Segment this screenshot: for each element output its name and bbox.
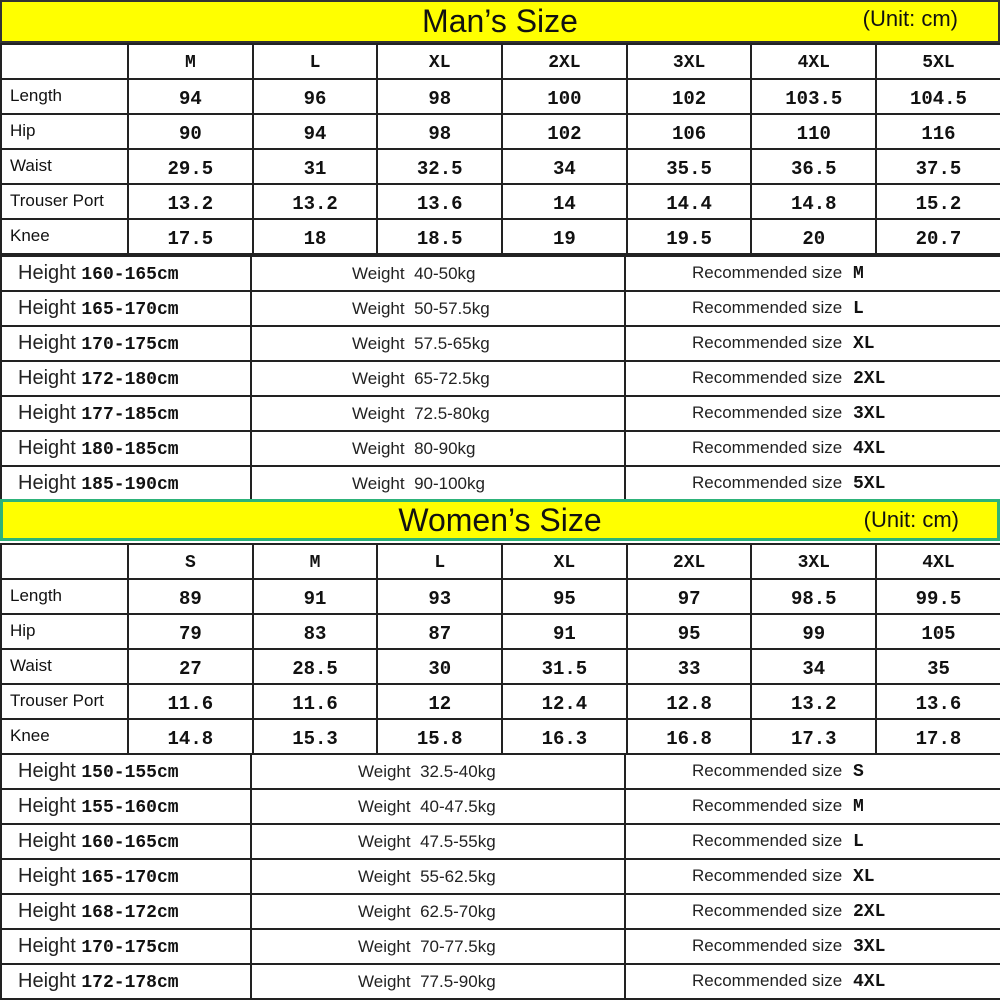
recommended-size-cell (625, 789, 1000, 824)
table-cell: 91 (502, 614, 627, 649)
height-value: 172-180cm (81, 370, 179, 390)
weight-label: Weight (358, 936, 411, 956)
table-cell: 27 (128, 649, 253, 684)
table-cell: 19.5 (627, 219, 752, 254)
table-cell: 116 (876, 114, 1000, 149)
height-value: 160-165cm (81, 265, 179, 285)
table-row (1, 184, 1000, 219)
recommended-size-cell (625, 396, 1000, 431)
recommended-size: M (852, 264, 864, 284)
height-cell (1, 894, 251, 929)
weight-cell (251, 466, 625, 501)
table-cell: 103.5 (751, 79, 876, 114)
row-label: Trouser Port (1, 184, 128, 219)
table-row (1, 929, 1000, 964)
women-recommendation-table (0, 753, 1000, 1000)
height-cell (1, 466, 251, 501)
height-label: Height (18, 935, 76, 957)
table-cell: 15.8 (377, 719, 502, 754)
weight-value: 55-62.5kg (420, 866, 496, 886)
table-cell: 36.5 (751, 149, 876, 184)
weight-cell (251, 326, 625, 361)
size-header: 4XL (751, 44, 876, 79)
row-label: Hip (1, 114, 128, 149)
recommended-size-cell (625, 291, 1000, 326)
recommended-label: Recommended size (692, 368, 843, 387)
table-row (1, 79, 1000, 114)
size-header: L (253, 44, 378, 79)
height-label: Height (18, 900, 76, 922)
table-row (1, 326, 1000, 361)
table-cell: 34 (751, 649, 876, 684)
size-header: XL (377, 44, 502, 79)
height-value: 168-172cm (81, 903, 179, 923)
recommended-size-cell (625, 361, 1000, 396)
weight-value: 65-72.5kg (414, 368, 490, 388)
weight-label: Weight (358, 866, 411, 886)
height-value: 150-155cm (81, 763, 179, 783)
men-title: Man’s Size (422, 3, 578, 39)
women-size-header-row (1, 544, 1000, 579)
table-cell: 11.6 (128, 684, 253, 719)
table-row (1, 684, 1000, 719)
table-row (1, 291, 1000, 326)
table-cell: 18 (253, 219, 378, 254)
height-cell (1, 431, 251, 466)
height-label: Height (18, 402, 76, 424)
weight-label: Weight (358, 971, 411, 991)
weight-value: 70-77.5kg (420, 936, 496, 956)
weight-label: Weight (352, 368, 405, 388)
recommended-size-cell (625, 431, 1000, 466)
table-cell: 31.5 (502, 649, 627, 684)
table-row (1, 789, 1000, 824)
recommended-size-cell (625, 859, 1000, 894)
size-header: 5XL (876, 44, 1000, 79)
women-size-section (0, 497, 1000, 1000)
recommended-label: Recommended size (692, 473, 843, 492)
height-cell (1, 824, 251, 859)
size-header: M (128, 44, 253, 79)
weight-value: 77.5-90kg (420, 971, 496, 991)
height-cell (1, 326, 251, 361)
table-cell: 17.3 (751, 719, 876, 754)
row-label: Waist (1, 649, 128, 684)
table-row (1, 466, 1000, 501)
table-row (1, 614, 1000, 649)
corner-cell (1, 44, 128, 79)
height-value: 172-178cm (81, 973, 179, 993)
weight-value: 50-57.5kg (414, 298, 490, 318)
height-value: 170-175cm (81, 938, 179, 958)
table-cell: 96 (253, 79, 378, 114)
men-unit-label: (Unit: cm) (862, 6, 958, 31)
height-cell (1, 256, 251, 291)
men-size-header-row (1, 44, 1000, 79)
table-cell: 15.3 (253, 719, 378, 754)
height-cell (1, 361, 251, 396)
height-label: Height (18, 760, 76, 782)
height-cell (1, 291, 251, 326)
table-cell: 32.5 (377, 149, 502, 184)
row-label: Waist (1, 149, 128, 184)
weight-label: Weight (358, 831, 411, 851)
height-value: 180-185cm (81, 440, 179, 460)
recommended-size: 3XL (852, 937, 886, 957)
recommended-size: 4XL (852, 439, 886, 459)
row-label: Knee (1, 719, 128, 754)
weight-cell (251, 859, 625, 894)
table-cell: 102 (627, 79, 752, 114)
recommended-size-cell (625, 964, 1000, 999)
table-row (1, 719, 1000, 754)
size-header: 2XL (502, 44, 627, 79)
height-label: Height (18, 865, 76, 887)
height-label: Height (18, 830, 76, 852)
recommended-size-cell (625, 894, 1000, 929)
weight-value: 32.5-40kg (420, 761, 496, 781)
height-label: Height (18, 970, 76, 992)
table-row (1, 396, 1000, 431)
height-label: Height (18, 795, 76, 817)
recommended-size-cell (625, 754, 1000, 789)
recommended-label: Recommended size (692, 971, 843, 990)
size-header: XL (502, 544, 627, 579)
weight-cell (251, 964, 625, 999)
height-label: Height (18, 472, 76, 494)
height-label: Height (18, 437, 76, 459)
row-label: Length (1, 579, 128, 614)
women-title-bar (0, 499, 1000, 541)
men-size-section (0, 0, 1000, 497)
weight-cell (251, 789, 625, 824)
height-value: 185-190cm (81, 475, 179, 495)
table-row (1, 649, 1000, 684)
weight-value: 90-100kg (414, 473, 485, 493)
weight-label: Weight (358, 796, 411, 816)
recommended-label: Recommended size (692, 866, 843, 885)
table-cell: 12.8 (627, 684, 752, 719)
recommended-size: 5XL (852, 474, 886, 494)
recommended-label: Recommended size (692, 263, 843, 282)
weight-label: Weight (352, 298, 405, 318)
weight-label: Weight (352, 403, 405, 423)
table-cell: 89 (128, 579, 253, 614)
table-cell: 17.5 (128, 219, 253, 254)
recommended-size: 4XL (852, 972, 886, 992)
size-header: 4XL (876, 544, 1000, 579)
table-cell: 98.5 (751, 579, 876, 614)
weight-cell (251, 291, 625, 326)
table-cell: 16.8 (627, 719, 752, 754)
size-header: M (253, 544, 378, 579)
table-cell: 98 (377, 114, 502, 149)
men-title-bar (0, 0, 1000, 43)
recommended-label: Recommended size (692, 796, 843, 815)
women-title: Women’s Size (398, 501, 602, 538)
table-cell: 14.8 (751, 184, 876, 219)
height-label: Height (18, 262, 76, 284)
table-row (1, 859, 1000, 894)
table-cell: 83 (253, 614, 378, 649)
size-header: L (377, 544, 502, 579)
table-cell: 95 (502, 579, 627, 614)
recommended-size: 3XL (852, 404, 886, 424)
table-cell: 28.5 (253, 649, 378, 684)
table-cell: 29.5 (128, 149, 253, 184)
weight-label: Weight (358, 761, 411, 781)
recommended-size-cell (625, 824, 1000, 859)
height-cell (1, 964, 251, 999)
table-cell: 106 (627, 114, 752, 149)
table-cell: 34 (502, 149, 627, 184)
recommended-size: 2XL (852, 902, 886, 922)
table-row (1, 431, 1000, 466)
table-cell: 94 (128, 79, 253, 114)
weight-value: 40-47.5kg (420, 796, 496, 816)
recommended-size-cell (625, 326, 1000, 361)
weight-cell (251, 256, 625, 291)
height-label: Height (18, 367, 76, 389)
recommended-size-cell (625, 256, 1000, 291)
table-cell: 14.8 (128, 719, 253, 754)
recommended-label: Recommended size (692, 901, 843, 920)
size-header: 3XL (751, 544, 876, 579)
table-cell: 35 (876, 649, 1000, 684)
weight-value: 80-90kg (414, 438, 476, 458)
recommended-size: L (852, 299, 864, 319)
table-cell: 87 (377, 614, 502, 649)
recommended-size-cell (625, 929, 1000, 964)
weight-cell (251, 431, 625, 466)
table-row (1, 754, 1000, 789)
recommended-size-cell (625, 466, 1000, 501)
table-cell: 13.6 (377, 184, 502, 219)
height-cell (1, 396, 251, 431)
table-cell: 93 (377, 579, 502, 614)
table-cell: 100 (502, 79, 627, 114)
weight-cell (251, 754, 625, 789)
table-row (1, 114, 1000, 149)
men-measurement-table (0, 43, 1000, 255)
table-cell: 110 (751, 114, 876, 149)
row-label: Trouser Port (1, 684, 128, 719)
weight-value: 47.5-55kg (420, 831, 496, 851)
weight-label: Weight (352, 438, 405, 458)
recommended-label: Recommended size (692, 936, 843, 955)
table-cell: 99.5 (876, 579, 1000, 614)
height-value: 160-165cm (81, 833, 179, 853)
table-cell: 91 (253, 579, 378, 614)
table-cell: 35.5 (627, 149, 752, 184)
table-cell: 105 (876, 614, 1000, 649)
table-row (1, 219, 1000, 254)
table-cell: 15.2 (876, 184, 1000, 219)
recommended-size: S (852, 762, 864, 782)
weight-cell (251, 396, 625, 431)
table-cell: 95 (627, 614, 752, 649)
height-value: 165-170cm (81, 868, 179, 888)
table-cell: 14 (502, 184, 627, 219)
weight-label: Weight (352, 263, 405, 283)
height-label: Height (18, 332, 76, 354)
table-cell: 102 (502, 114, 627, 149)
table-cell: 12 (377, 684, 502, 719)
table-cell: 90 (128, 114, 253, 149)
weight-label: Weight (352, 333, 405, 353)
height-value: 170-175cm (81, 335, 179, 355)
weight-cell (251, 361, 625, 396)
recommended-label: Recommended size (692, 333, 843, 352)
table-row (1, 824, 1000, 859)
table-cell: 17.8 (876, 719, 1000, 754)
recommended-label: Recommended size (692, 438, 843, 457)
weight-value: 72.5-80kg (414, 403, 490, 423)
table-row (1, 894, 1000, 929)
table-cell: 18.5 (377, 219, 502, 254)
men-recommendation-table (0, 255, 1000, 502)
women-measurement-table (0, 543, 1000, 755)
weight-cell (251, 894, 625, 929)
women-unit-label: (Unit: cm) (863, 507, 959, 532)
height-cell (1, 859, 251, 894)
weight-value: 57.5-65kg (414, 333, 490, 353)
table-cell: 31 (253, 149, 378, 184)
recommended-label: Recommended size (692, 298, 843, 317)
height-value: 165-170cm (81, 300, 179, 320)
table-row (1, 964, 1000, 999)
table-cell: 98 (377, 79, 502, 114)
height-value: 155-160cm (81, 798, 179, 818)
recommended-label: Recommended size (692, 403, 843, 422)
height-cell (1, 754, 251, 789)
recommended-size: 2XL (852, 369, 886, 389)
table-cell: 13.2 (253, 184, 378, 219)
weight-value: 40-50kg (414, 263, 476, 283)
table-cell: 13.6 (876, 684, 1000, 719)
size-header: 2XL (627, 544, 752, 579)
table-cell: 97 (627, 579, 752, 614)
row-label: Knee (1, 219, 128, 254)
recommended-size: XL (852, 334, 875, 354)
table-cell: 99 (751, 614, 876, 649)
corner-cell (1, 544, 128, 579)
row-label: Length (1, 79, 128, 114)
table-cell: 20.7 (876, 219, 1000, 254)
table-cell: 30 (377, 649, 502, 684)
height-cell (1, 929, 251, 964)
weight-cell (251, 929, 625, 964)
weight-label: Weight (358, 901, 411, 921)
table-cell: 13.2 (751, 684, 876, 719)
size-header: 3XL (627, 44, 752, 79)
table-row (1, 361, 1000, 396)
table-row (1, 579, 1000, 614)
size-header: S (128, 544, 253, 579)
height-cell (1, 789, 251, 824)
table-row (1, 256, 1000, 291)
table-row (1, 149, 1000, 184)
table-cell: 12.4 (502, 684, 627, 719)
recommended-size: XL (852, 867, 875, 887)
recommended-label: Recommended size (692, 761, 843, 780)
recommended-size: M (852, 797, 864, 817)
height-label: Height (18, 297, 76, 319)
table-cell: 79 (128, 614, 253, 649)
row-label: Hip (1, 614, 128, 649)
table-cell: 14.4 (627, 184, 752, 219)
recommended-label: Recommended size (692, 831, 843, 850)
table-cell: 16.3 (502, 719, 627, 754)
table-cell: 94 (253, 114, 378, 149)
table-cell: 11.6 (253, 684, 378, 719)
weight-value: 62.5-70kg (420, 901, 496, 921)
table-cell: 33 (627, 649, 752, 684)
weight-cell (251, 824, 625, 859)
weight-label: Weight (352, 473, 405, 493)
table-cell: 13.2 (128, 184, 253, 219)
table-cell: 104.5 (876, 79, 1000, 114)
table-cell: 19 (502, 219, 627, 254)
table-cell: 20 (751, 219, 876, 254)
recommended-size: L (852, 832, 864, 852)
table-cell: 37.5 (876, 149, 1000, 184)
height-value: 177-185cm (81, 405, 179, 425)
